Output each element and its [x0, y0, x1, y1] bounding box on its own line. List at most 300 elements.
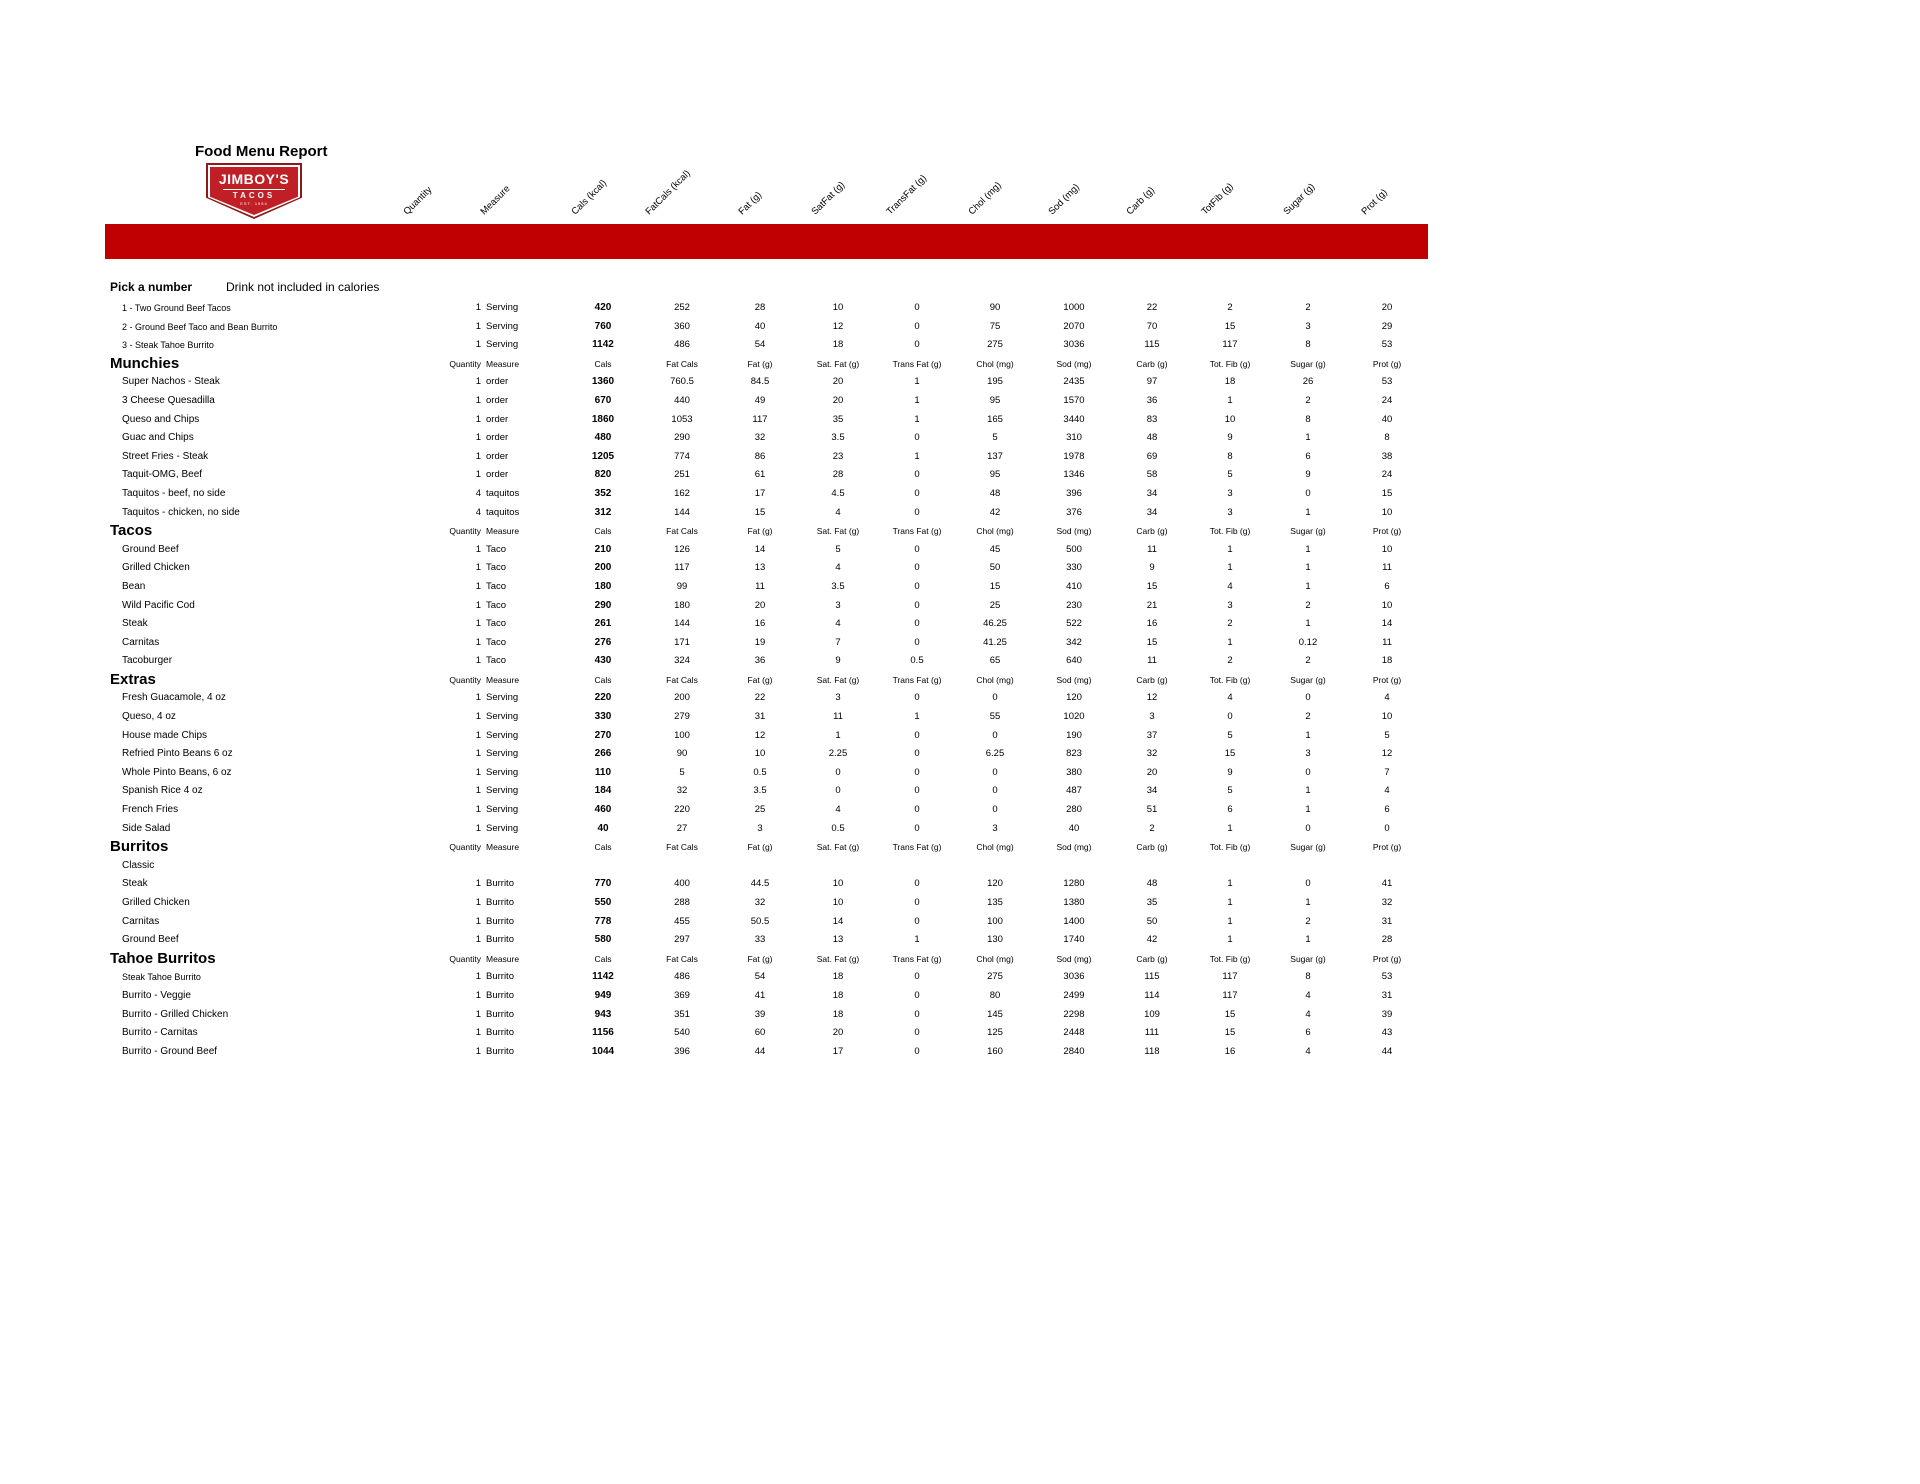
value-cell: 5	[992, 432, 998, 444]
measure-cell: order	[486, 432, 509, 444]
table-row	[105, 987, 1428, 1006]
value-cell: 14	[1381, 618, 1393, 630]
value-cell: 32	[754, 432, 766, 444]
subheader-column-label: Sat. Fat (g)	[816, 674, 860, 685]
value-cell: 1978	[1063, 450, 1085, 462]
value-cell: 15	[1381, 487, 1393, 499]
measure-cell: Serving	[486, 302, 519, 313]
subheader-column-label: Trans Fat (g)	[892, 953, 942, 964]
value-cell: 580	[594, 934, 612, 946]
section-title: Munchies	[110, 354, 180, 372]
value-cell: 137	[987, 450, 1003, 462]
value-cell: 455	[674, 915, 690, 927]
value-cell: 252	[674, 302, 690, 313]
quantity-cell: 4	[475, 506, 481, 518]
value-cell: 40	[754, 320, 766, 332]
quantity-cell: 1	[475, 1027, 481, 1039]
measure-cell: Burrito	[486, 915, 514, 927]
value-cell: 1	[1305, 804, 1311, 816]
diagonal-column-header: Quantity	[401, 184, 435, 218]
value-cell: 3	[1305, 320, 1311, 332]
value-cell: 36	[754, 655, 766, 667]
value-cell: 2	[1227, 302, 1233, 313]
value-cell: 820	[594, 469, 612, 481]
value-cell: 45	[989, 543, 1001, 555]
diagonal-column-header: Sod (mg)	[1046, 181, 1082, 218]
subheader-measure: Measure	[486, 842, 520, 853]
value-cell: 53	[1381, 971, 1393, 983]
subheader-column-label: Sugar (g)	[1290, 842, 1326, 853]
value-cell: 16	[1224, 1045, 1236, 1057]
quantity-cell: 1	[475, 1045, 481, 1057]
quantity-cell: 1	[475, 580, 481, 592]
table-row	[105, 318, 1428, 337]
value-cell: 7	[1384, 766, 1390, 778]
subheader-measure: Measure	[486, 674, 520, 685]
value-cell: 4	[1227, 692, 1233, 704]
value-cell: 5	[679, 766, 685, 778]
value-cell: 21	[1146, 599, 1158, 611]
value-cell: 109	[1144, 1008, 1160, 1020]
value-cell: 280	[1066, 804, 1082, 816]
quantity-cell: 1	[475, 971, 481, 983]
value-cell: 180	[674, 599, 690, 611]
measure-cell: Taco	[486, 599, 507, 611]
measure-cell: Serving	[486, 766, 519, 778]
table-row	[105, 559, 1428, 578]
value-cell: 4	[1305, 1008, 1311, 1020]
quantity-cell: 1	[475, 618, 481, 630]
table-row	[105, 299, 1428, 318]
value-cell: 1	[1305, 618, 1311, 630]
subheader-measure: Measure	[486, 953, 520, 964]
value-cell: 0	[914, 302, 920, 313]
value-cell: 69	[1146, 450, 1158, 462]
value-cell: 6	[1227, 804, 1233, 816]
value-cell: 10	[1224, 413, 1236, 425]
value-cell: 165	[987, 413, 1003, 425]
value-cell: 310	[1066, 432, 1082, 444]
value-cell: 50.5	[750, 915, 770, 927]
subheader-column-label: Cals	[594, 674, 612, 685]
value-cell: 1044	[591, 1045, 615, 1057]
value-cell: 39	[1381, 1008, 1393, 1020]
value-cell: 288	[674, 897, 690, 908]
subheader-column-label: Carb (g)	[1136, 526, 1168, 537]
subheader-column-label: Sugar (g)	[1290, 526, 1326, 537]
subheader-column-label: Sugar (g)	[1290, 358, 1326, 369]
value-cell: 4	[1384, 785, 1390, 797]
section-header-row	[105, 671, 1428, 690]
measure-cell: Serving	[486, 711, 519, 723]
value-cell: 2	[1227, 655, 1233, 667]
value-cell: 1346	[1063, 469, 1085, 481]
quantity-cell: 1	[475, 376, 481, 388]
subheader-column-label: Tot. Fib (g)	[1209, 842, 1251, 853]
jimboys-logo	[206, 163, 302, 219]
value-cell: 125	[987, 1027, 1003, 1039]
table-row	[105, 411, 1428, 430]
subheader-quantity: Quantity	[449, 674, 481, 685]
value-cell: 15	[989, 580, 1001, 592]
value-cell: 0	[992, 729, 998, 741]
value-cell: 35	[832, 413, 844, 425]
value-cell: 1142	[592, 339, 614, 351]
value-cell: 0	[1227, 711, 1233, 723]
value-cell: 44	[1381, 1045, 1393, 1057]
logo-text	[210, 167, 298, 215]
menu-item-name: Super Nachos - Steak	[122, 376, 220, 388]
diagonal-column-header: Sugar (g)	[1281, 181, 1318, 218]
logo-brand-name: JIMBOY'S	[218, 171, 290, 187]
menu-item-name: Taquit-OMG, Beef	[122, 469, 203, 481]
table-row	[105, 689, 1428, 708]
subheader-column-label: Tot. Fib (g)	[1209, 526, 1251, 537]
measure-cell: Burrito	[486, 897, 514, 908]
value-cell: 38	[1381, 450, 1393, 462]
value-cell: 1	[1305, 897, 1311, 908]
value-cell: 1740	[1063, 934, 1085, 946]
value-cell: 480	[594, 432, 612, 444]
section-header-row	[105, 355, 1428, 374]
value-cell: 279	[674, 711, 690, 723]
value-cell: 1	[1305, 562, 1311, 574]
value-cell: 9	[1227, 432, 1233, 444]
menu-item-name: Grilled Chicken	[122, 562, 190, 574]
quantity-cell: 1	[475, 432, 481, 444]
quantity-cell: 1	[475, 339, 481, 351]
value-cell: 40	[1068, 822, 1080, 834]
subheader-column-label: Trans Fat (g)	[892, 674, 942, 685]
value-cell: 115	[1144, 971, 1160, 983]
value-cell: 1	[1227, 562, 1233, 574]
value-cell: 6	[1384, 580, 1390, 592]
quantity-cell: 1	[475, 1008, 481, 1020]
value-cell: 16	[1146, 618, 1158, 630]
subheader-column-label: Carb (g)	[1136, 674, 1168, 685]
quantity-cell: 1	[475, 543, 481, 555]
value-cell: 13	[754, 562, 766, 574]
measure-cell: Taco	[486, 562, 507, 574]
menu-item-name: Steak	[122, 618, 148, 630]
value-cell: 770	[594, 878, 612, 890]
value-cell: 0.5	[910, 655, 924, 667]
value-cell: 4	[1305, 1045, 1311, 1057]
menu-item-name: Ground Beef	[122, 543, 179, 555]
value-cell: 1	[1227, 636, 1233, 648]
measure-cell: Serving	[486, 748, 519, 760]
value-cell: 11	[833, 711, 843, 723]
menu-item-name: 2 - Ground Beef Taco and Bean Burrito	[122, 321, 278, 332]
logo-tacos-label: TACOS	[232, 191, 276, 200]
subheader-quantity: Quantity	[449, 842, 481, 853]
value-cell: 2	[1305, 394, 1311, 406]
value-cell: 28	[754, 302, 766, 313]
value-cell: 20	[754, 599, 766, 611]
value-cell: 49	[754, 394, 766, 406]
value-cell: 20	[1381, 302, 1393, 313]
table-row	[105, 373, 1428, 392]
value-cell: 2	[1305, 302, 1311, 313]
quantity-cell: 1	[475, 989, 481, 1001]
subheader-column-label: Prot (g)	[1372, 674, 1402, 685]
diagonal-column-header: FatCals (kcal)	[643, 168, 693, 218]
value-cell: 4	[1227, 580, 1233, 592]
value-cell: 118	[1144, 1045, 1160, 1057]
menu-item-name: Guac and Chips	[122, 432, 194, 444]
measure-cell: Burrito	[486, 1008, 514, 1020]
value-cell: 0	[914, 1008, 920, 1020]
value-cell: 500	[1066, 543, 1082, 555]
table-row	[105, 801, 1428, 820]
value-cell: 943	[594, 1008, 612, 1020]
value-cell: 28	[1381, 934, 1393, 946]
table-row	[105, 968, 1428, 987]
value-cell: 100	[674, 729, 690, 741]
value-cell: 10	[1381, 506, 1393, 518]
value-cell: 4	[835, 562, 841, 574]
value-cell: 1	[914, 934, 920, 946]
value-cell: 8	[1305, 971, 1311, 983]
value-cell: 3	[1227, 487, 1233, 499]
value-cell: 0	[914, 487, 920, 499]
value-cell: 9	[1227, 766, 1233, 778]
value-cell: 290	[674, 432, 690, 444]
value-cell: 0	[914, 989, 920, 1001]
measure-cell: Taco	[486, 580, 507, 592]
measure-cell: Serving	[486, 785, 519, 797]
value-cell: 58	[1146, 469, 1158, 481]
value-cell: 1	[1305, 580, 1311, 592]
value-cell: 670	[594, 394, 612, 406]
subheader-column-label: Fat Cals	[666, 953, 698, 964]
measure-cell: Serving	[486, 320, 519, 332]
value-cell: 61	[754, 469, 766, 481]
subheader-quantity: Quantity	[449, 526, 481, 537]
value-cell: 48	[1146, 432, 1158, 444]
subheader-column-label: Fat (g)	[747, 842, 773, 853]
table-row	[105, 615, 1428, 634]
value-cell: 330	[1066, 562, 1082, 574]
value-cell: 54	[754, 339, 766, 351]
value-cell: 330	[594, 711, 612, 723]
value-cell: 24	[1381, 469, 1393, 481]
value-cell: 171	[674, 636, 690, 648]
quantity-cell: 1	[475, 934, 481, 946]
value-cell: 0	[914, 599, 920, 611]
value-cell: 266	[594, 748, 612, 760]
measure-cell: Serving	[486, 822, 519, 834]
value-cell: 5	[1384, 729, 1390, 741]
menu-item-name: Burrito - Veggie	[122, 989, 191, 1001]
table-row	[105, 708, 1428, 727]
section-title: Extras	[110, 670, 156, 688]
value-cell: 1	[914, 394, 920, 406]
subheader-column-label: Fat (g)	[747, 674, 773, 685]
table-row	[105, 913, 1428, 932]
value-cell: 117	[1222, 971, 1238, 983]
measure-cell: taquitos	[486, 487, 520, 499]
value-cell: 190	[1066, 729, 1082, 741]
subheader-column-label: Tot. Fib (g)	[1209, 674, 1251, 685]
subheader-column-label: Sod (mg)	[1056, 674, 1092, 685]
value-cell: 210	[594, 543, 612, 555]
diagonal-column-header: TotFib (g)	[1199, 181, 1236, 218]
value-cell: 2499	[1063, 989, 1085, 1001]
value-cell: 6	[1384, 804, 1390, 816]
quantity-cell: 1	[475, 655, 481, 667]
value-cell: 0	[914, 320, 920, 332]
table-row	[105, 745, 1428, 764]
value-cell: 270	[594, 729, 612, 741]
subheader-column-label: Sod (mg)	[1056, 842, 1092, 853]
diagonal-column-header: Cals (kcal)	[569, 177, 610, 218]
value-cell: 486	[674, 971, 690, 983]
measure-cell: Burrito	[486, 971, 514, 983]
value-cell: 4	[1305, 989, 1311, 1001]
value-cell: 1400	[1063, 915, 1085, 927]
value-cell: 4	[835, 618, 841, 630]
value-cell: 949	[594, 989, 612, 1001]
value-cell: 100	[987, 915, 1003, 927]
subheader-column-label: Cals	[594, 358, 612, 369]
value-cell: 13	[832, 934, 844, 946]
value-cell: 31	[754, 711, 766, 723]
value-cell: 3	[1227, 599, 1233, 611]
value-cell: 11	[1147, 543, 1157, 555]
menu-item-name: Taquitos - chicken, no side	[122, 506, 240, 518]
value-cell: 29	[1381, 320, 1393, 332]
value-cell: 2	[1305, 655, 1311, 667]
section-header-row	[105, 522, 1428, 541]
subheader-column-label: Trans Fat (g)	[892, 358, 942, 369]
value-cell: 1053	[671, 413, 693, 425]
value-cell: 20	[832, 1027, 844, 1039]
table-row	[105, 485, 1428, 504]
menu-item-name: Queso and Chips	[122, 413, 200, 425]
subheader-column-label: Prot (g)	[1372, 953, 1402, 964]
value-cell: 297	[674, 934, 690, 946]
value-cell: 17	[832, 1045, 844, 1057]
value-cell: 0	[914, 692, 920, 704]
value-cell: 86	[754, 450, 766, 462]
subheader-column-label: Trans Fat (g)	[892, 842, 942, 853]
value-cell: 430	[594, 655, 612, 667]
table-row	[105, 429, 1428, 448]
value-cell: 144	[674, 506, 690, 518]
value-cell: 0	[914, 822, 920, 834]
value-cell: 15	[1224, 748, 1236, 760]
value-cell: 3	[835, 692, 841, 704]
subheader-quantity: Quantity	[449, 358, 481, 369]
value-cell: 1	[835, 729, 841, 741]
menu-item-name: Wild Pacific Cod	[122, 599, 195, 611]
value-cell: 3	[1305, 748, 1311, 760]
value-cell: 823	[1066, 748, 1082, 760]
value-cell: 14	[832, 915, 844, 927]
value-cell: 20	[832, 376, 844, 388]
subheader-column-label: Tot. Fib (g)	[1209, 358, 1251, 369]
value-cell: 1	[1305, 729, 1311, 741]
value-cell: 120	[1066, 692, 1082, 704]
value-cell: 10	[832, 897, 844, 908]
value-cell: 0	[914, 618, 920, 630]
value-cell: 290	[594, 599, 612, 611]
value-cell: 41	[754, 989, 766, 1001]
quantity-cell: 1	[475, 804, 481, 816]
value-cell: 275	[987, 339, 1003, 351]
value-cell: 1020	[1063, 711, 1085, 723]
value-cell: 135	[987, 897, 1003, 908]
subheader-column-label: Sat. Fat (g)	[816, 526, 860, 537]
value-cell: 5	[1227, 785, 1233, 797]
quantity-cell: 1	[475, 822, 481, 834]
subheader-column-label: Cals	[594, 842, 612, 853]
measure-cell: order	[486, 450, 509, 462]
value-cell: 111	[1144, 1027, 1160, 1039]
section-title: Tahoe Burritos	[110, 949, 216, 967]
value-cell: 3	[835, 599, 841, 611]
table-row	[105, 504, 1428, 523]
value-cell: 3440	[1063, 413, 1085, 425]
quantity-cell: 1	[475, 897, 481, 908]
measure-cell: order	[486, 469, 509, 481]
section-header-row	[105, 838, 1428, 857]
value-cell: 3.5	[831, 580, 845, 592]
value-cell: 2840	[1063, 1045, 1085, 1057]
value-cell: 46.25	[983, 618, 1007, 630]
value-cell: 0	[914, 729, 920, 741]
value-cell: 2448	[1063, 1027, 1085, 1039]
subheader-column-label: Sat. Fat (g)	[816, 842, 860, 853]
page-title: Food Menu Report	[195, 143, 328, 160]
value-cell: 32	[676, 785, 688, 797]
value-cell: 95	[989, 394, 1001, 406]
value-cell: 95	[989, 469, 1001, 481]
subheader-column-label: Fat (g)	[747, 526, 773, 537]
value-cell: 31	[1381, 989, 1393, 1001]
menu-item-name: Steak Tahoe Burrito	[122, 972, 201, 983]
quantity-cell: 1	[475, 636, 481, 648]
measure-cell: Taco	[486, 636, 507, 648]
value-cell: 220	[594, 692, 612, 704]
menu-item-name: 3 Cheese Quesadilla	[122, 394, 215, 406]
value-cell: 0	[1305, 766, 1311, 778]
value-cell: 40	[1381, 413, 1393, 425]
value-cell: 11	[1382, 636, 1392, 648]
value-cell: 550	[594, 897, 612, 908]
value-cell: 17	[754, 487, 766, 499]
value-cell: 0	[914, 971, 920, 983]
subheader-column-label: Prot (g)	[1372, 526, 1402, 537]
value-cell: 41	[1381, 878, 1393, 890]
value-cell: 1	[914, 376, 920, 388]
menu-item-name: 1 - Two Ground Beef Tacos	[122, 303, 231, 313]
value-cell: 32	[1146, 748, 1158, 760]
table-row	[105, 634, 1428, 653]
value-cell: 83	[1146, 413, 1158, 425]
value-cell: 460	[594, 804, 612, 816]
subheader-quantity: Quantity	[449, 953, 481, 964]
quantity-cell: 1	[475, 692, 481, 704]
quantity-cell: 1	[475, 766, 481, 778]
menu-item-name: Refried Pinto Beans 6 oz	[122, 748, 233, 760]
value-cell: 160	[987, 1045, 1003, 1057]
drink-note: Drink not included in calories	[226, 280, 380, 294]
value-cell: 3	[1227, 506, 1233, 518]
value-cell: 369	[674, 989, 690, 1001]
table-row	[105, 392, 1428, 411]
